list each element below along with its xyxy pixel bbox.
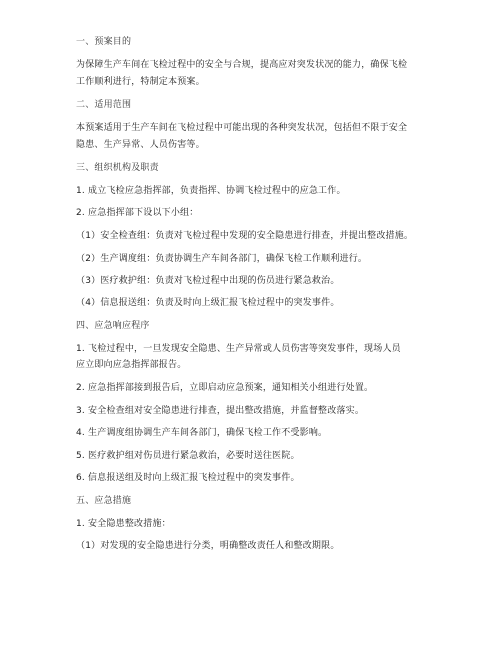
list-item: 4. 生产调度组协调生产车间各部门，确保飞检工作不受影响。: [76, 428, 328, 438]
section-heading-organization: 三、组织机构及职责: [76, 163, 159, 173]
section-heading-scope: 二、适用范围: [76, 100, 132, 110]
list-item: 3. 安全检查组对安全隐患进行排查，提出整改措施，并监督整改落实。: [76, 406, 365, 416]
list-item: 2. 应急指挥部下设以下小组：: [76, 208, 199, 218]
paragraph-line: 为保障生产车间在飞检过程中的安全与合规，提高应对突发状况的能力，确保飞检: [76, 60, 408, 70]
list-item: 5. 医疗救护组对伤员进行紧急救治，必要时送往医院。: [76, 451, 300, 461]
list-item: 1. 安全隐患整改措施：: [76, 519, 171, 529]
list-item: （1）对发现的安全隐患进行分类，明确整改责任人和整改期限。: [76, 541, 340, 551]
section-heading-response: 四、应急响应程序: [76, 321, 150, 331]
list-item: 6. 信息报送组及时向上级汇报飞检过程中的突发事件。: [76, 473, 300, 483]
list-item: （4）信息报送组：负责及时向上级汇报飞检过程中的突发事件。: [76, 298, 340, 308]
list-item: （2）生产调度组：负责协调生产车间各部门，确保飞检工作顺利进行。: [76, 254, 368, 264]
paragraph-line: 隐患、生产异常、人员伤害等。: [76, 140, 205, 150]
list-item: 1. 飞检过程中，一旦发现安全隐患、生产异常或人员伤害等突发事件，现场人员: [76, 344, 401, 354]
paragraph-line: 工作顺利进行，特制定本预案。: [76, 77, 205, 87]
section-heading-measures: 五、应急措施: [76, 496, 132, 506]
list-item: 应立即向应急指挥部报告。: [76, 360, 187, 370]
paragraph-line: 本预案适用于生产车间在飞检过程中可能出现的各种突发状况，包括但不限于安全: [76, 123, 408, 133]
list-item: （3）医疗救护组：负责对飞检过程中出现的伤员进行紧急救治。: [76, 276, 340, 286]
section-heading-purpose: 一、预案目的: [76, 37, 132, 47]
list-item: （1）安全检查组：负责对飞检过程中发现的安全隐患进行排查，并提出整改措施。: [76, 231, 414, 241]
list-item: 1. 成立飞检应急指挥部，负责指挥、协调飞检过程中的应急工作。: [76, 186, 346, 196]
list-item: 2. 应急指挥部接到报告后，立即启动应急预案，通知相关小组进行处置。: [76, 383, 374, 393]
